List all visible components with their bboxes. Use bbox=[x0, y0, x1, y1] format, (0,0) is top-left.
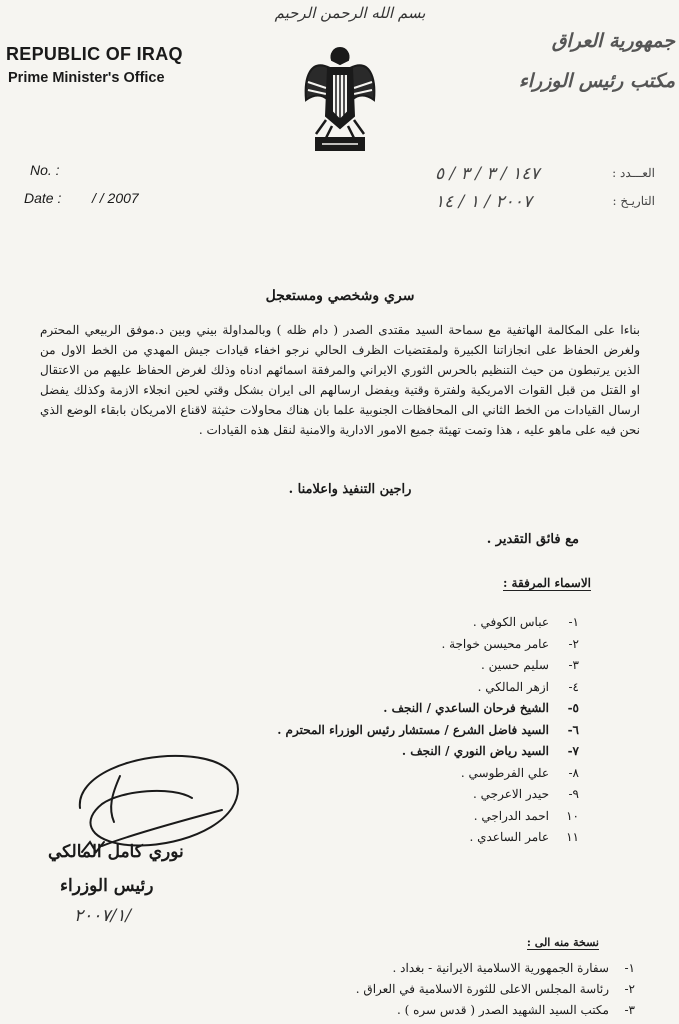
signatory-name: نوري كامل المالكي bbox=[48, 842, 184, 862]
reference-number-label: العـــدد : bbox=[612, 166, 655, 180]
iraq-eagle-emblem-icon bbox=[300, 38, 380, 156]
names-list bbox=[239, 612, 579, 849]
list-item: ١١عامر الساعدي . bbox=[469, 830, 579, 844]
list-item: ٣-مكتب السيد الشهيد الصدر ( قدس سره ) . bbox=[396, 1003, 635, 1017]
names-heading: الاسماء المرفقة : bbox=[502, 576, 591, 590]
list-item: ٢-عامر محيسن خواجة . bbox=[441, 636, 579, 651]
copies-heading: نسخة منه الى : bbox=[526, 936, 599, 949]
letter-closing: راجين التنفيذ واعلامنا . bbox=[288, 482, 412, 497]
office-name-english: Prime Minister's Office bbox=[8, 70, 165, 86]
reference-date-value: ٢٠٠٧ / ١ / ١٤ bbox=[435, 192, 533, 212]
signatory-date: ٢٠٠٧/١/ bbox=[74, 906, 132, 926]
letter-subject: سري وشخصي ومستعجل bbox=[265, 288, 415, 304]
list-item: ٣-سليم حسين . bbox=[481, 658, 579, 672]
list-item: ٤-ازهر المالكي . bbox=[477, 679, 579, 694]
country-name-arabic: جمهورية العراق bbox=[551, 30, 675, 52]
reference-number-value: ١٤٧ / ٣ / ٣ / ٥ bbox=[435, 164, 540, 184]
list-item: ٧-السيد رياض النوري / النجف . bbox=[401, 744, 579, 758]
list-item: ١-سفارة الجمهورية الاسلامية الايرانية - بغداد . bbox=[392, 961, 635, 975]
reference-date-label: التاريـخ : bbox=[612, 194, 655, 208]
reference-date-arabic bbox=[435, 194, 655, 216]
date-label-english: Date : bbox=[24, 190, 62, 206]
signatory-title: رئيس الوزراء bbox=[60, 876, 154, 896]
letter-body: بناءا على المكالمة الهاتفية مع سماحة السيد مقتدى الصدر ( دام ظله ) وبالمداولة بيني وبين د.موفق الربيعي المحترم ولغرض الحفاظ على انجازاتنا الكبيرة ولمقتضيات الظرف الحالي نرجو اخفاء قيادات جيش المهدي من الخط الاول من الذين يرتبطون من حيث التنظيم بالحرس الثوري الايراني والمرفقة اسمائهم ادناه وذلك لغرض الحفاظ عليهم من الاعتقال او القتل من قبل القوات الامريكية ولفترة وقتية ويفضل ارسالهم الى ايران بشكل وقتي لحين انجلاء الازمة وكذلك يفضل ارسال القيادات من الخط الثاني الى المحافظات الجنوبية علما بان هناك محاولات حثيثة لاقناع الامريكان بابقاء الوضع الذي نحن فيه على ماهو عليه ، هذا وتمت تهيئة جميع الامور الادارية والامنية لنقل هذه القيادات . bbox=[40, 323, 640, 437]
date-value-english: / / 2007 bbox=[92, 190, 139, 206]
list-item: ٨-علي الفرطوسي . bbox=[460, 765, 579, 780]
list-item: ٦-السيد فاضل الشرع / مستشار رئيس الوزراء المحترم . bbox=[277, 722, 579, 737]
list-item: ٥-الشيخ فرحان الساعدي / النجف . bbox=[383, 701, 579, 715]
list-item: ٢-رئاسة المجلس الاعلى للثورة الاسلامية في العراق . bbox=[355, 982, 635, 996]
list-item: ٩-حيدر الاعرجي . bbox=[473, 787, 579, 801]
country-name-english: REPUBLIC OF IRAQ bbox=[6, 44, 183, 64]
list-item: ١-عباس الكوفي . bbox=[472, 615, 579, 629]
basmala: بسم الله الرحمن الرحيم bbox=[274, 4, 426, 22]
reference-number-arabic bbox=[435, 166, 655, 188]
copies-list bbox=[215, 958, 635, 1021]
office-name-arabic: مكتب رئيس الوزراء bbox=[518, 70, 675, 92]
number-label-english: No. : bbox=[30, 162, 60, 178]
list-item: ١٠احمد الدراجي . bbox=[473, 808, 579, 823]
letter-regards: مع فائق التقدير . bbox=[486, 532, 579, 547]
